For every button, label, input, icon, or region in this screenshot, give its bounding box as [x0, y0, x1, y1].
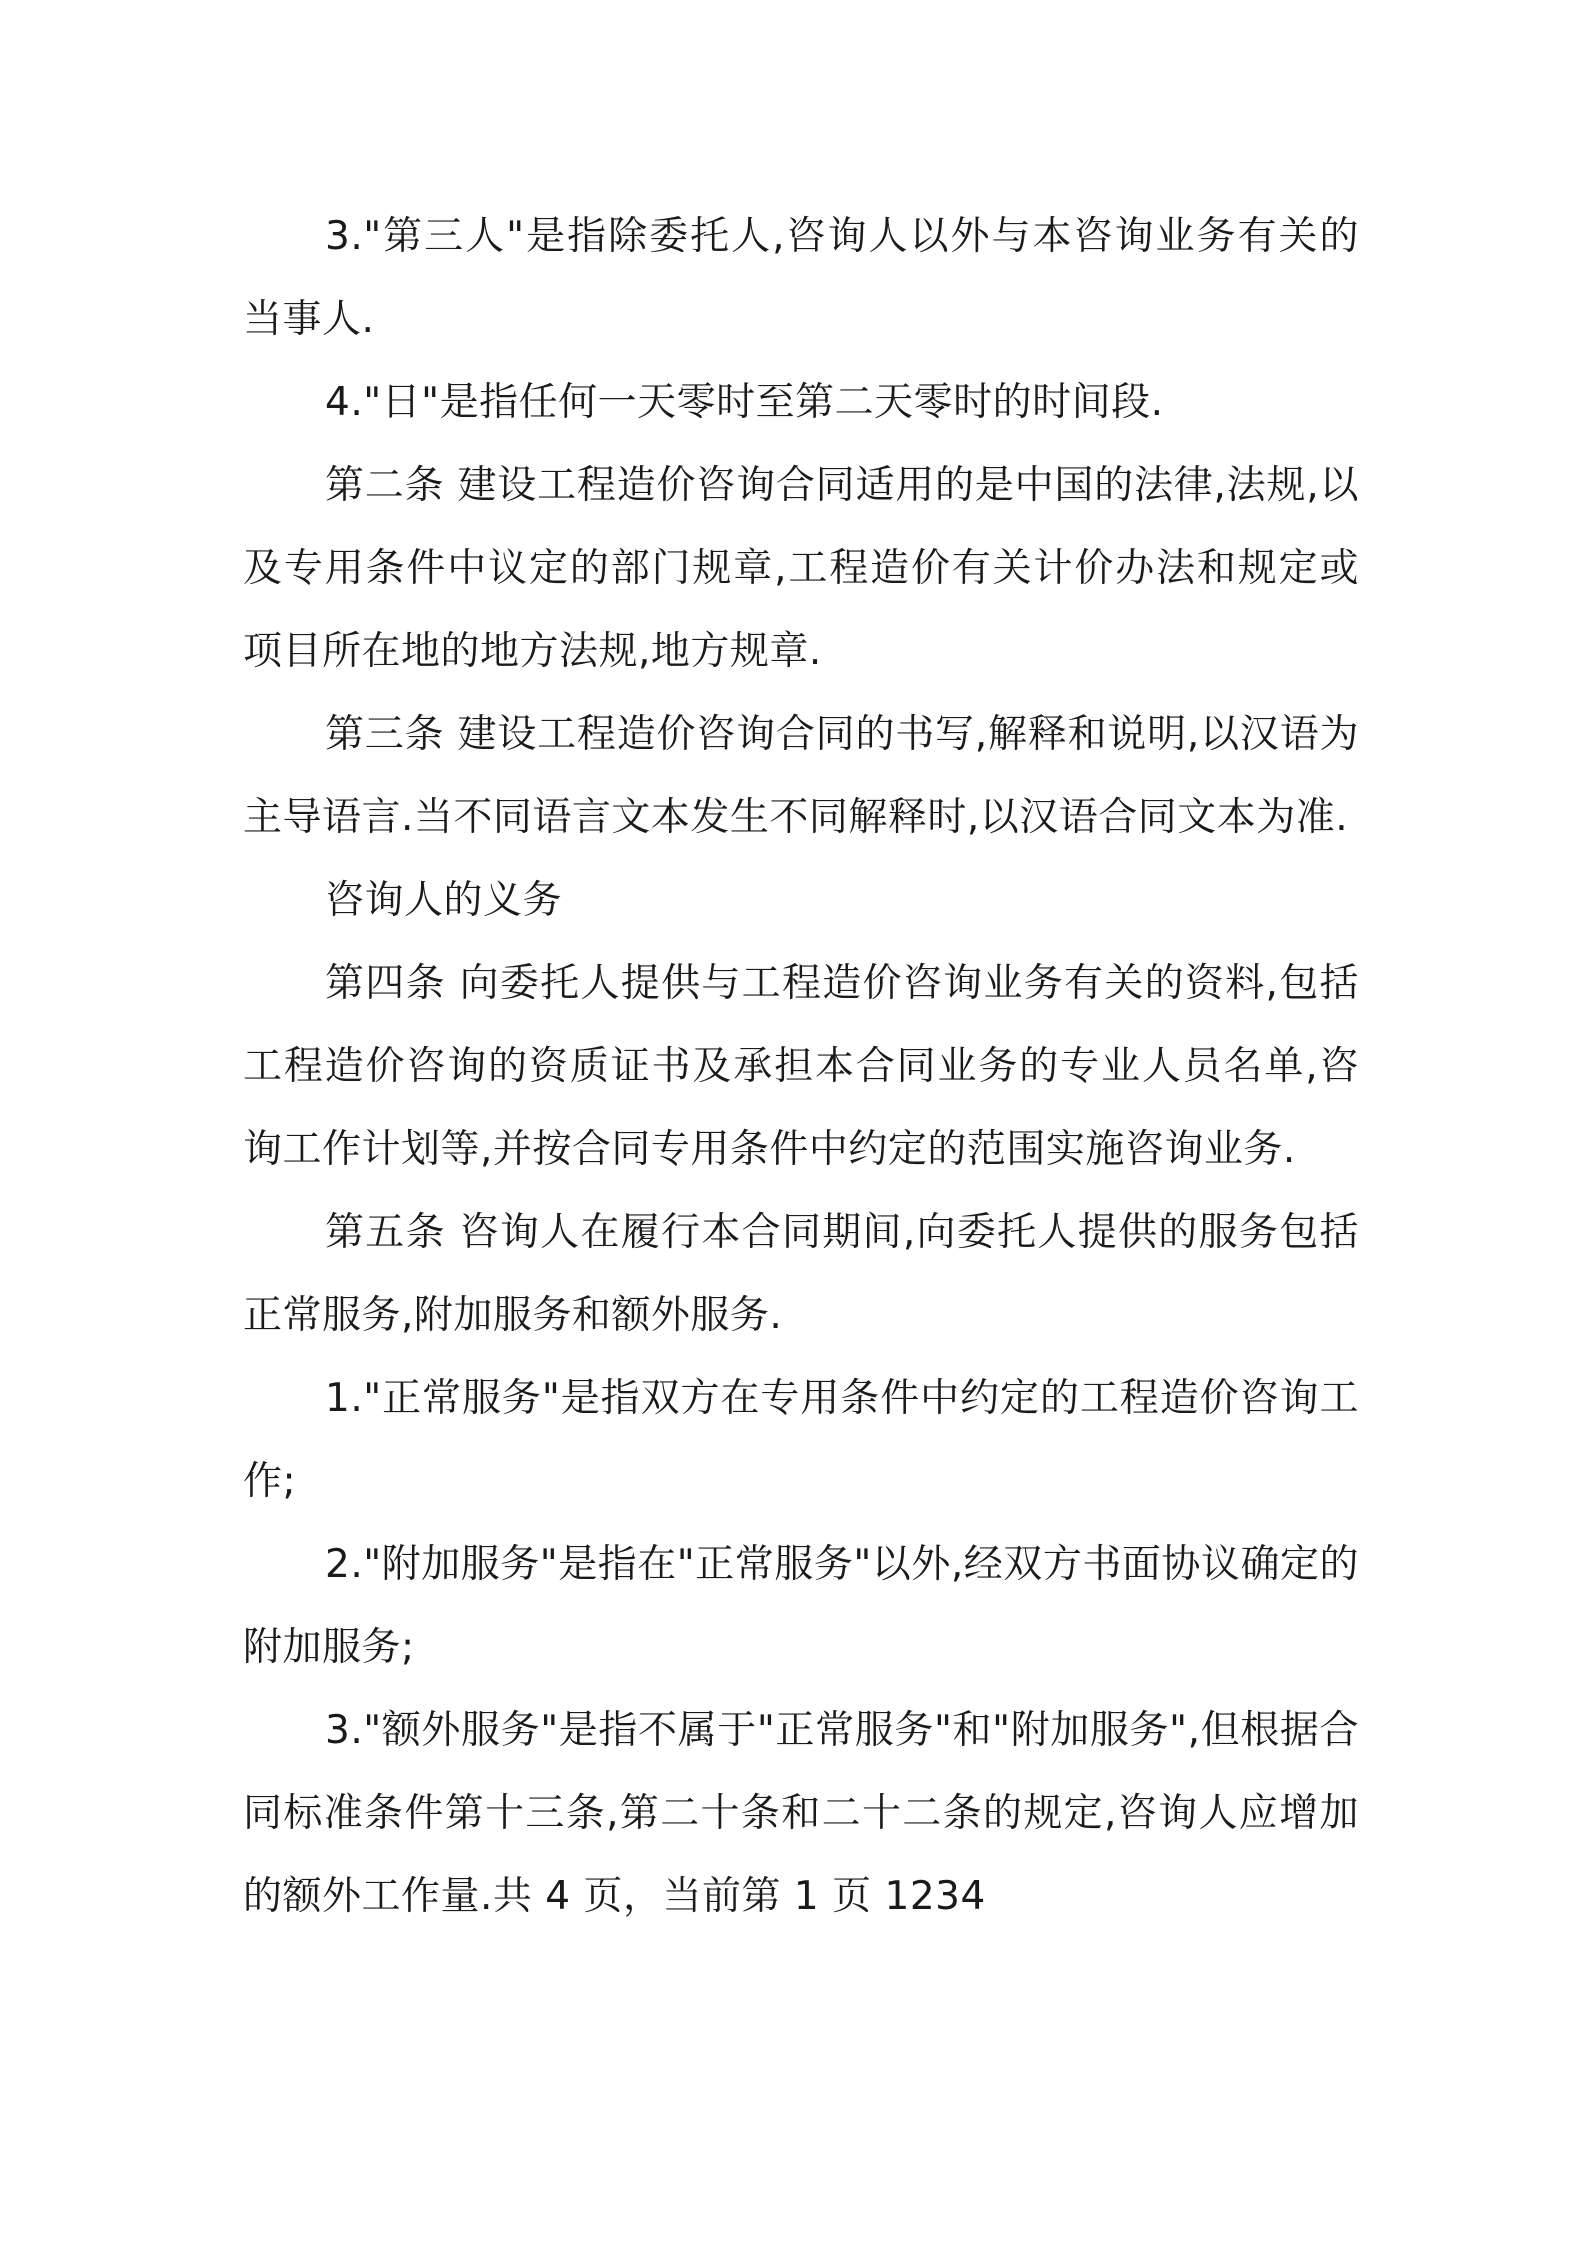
- paragraph-extra-service: 3."额外服务"是指不属于"正常服务"和"附加服务",但根据合同标准条件第十三条,第二十条和二十二条的规定,咨询人应增加的额外工作量.共 4 页，当前第 1 页 1234: [243, 1708, 1359, 1919]
- paragraph-third-party: 3."第三人"是指除委托人,咨询人以外与本咨询业务有关的当事人.: [243, 214, 1359, 342]
- section-heading-consultant-obligations: 咨询人的义务: [325, 878, 563, 923]
- paragraph-normal-service: 1."正常服务"是指双方在专用条件中约定的工程造价咨询工作;: [243, 1376, 1359, 1504]
- paragraph-article-4: 第四条 向委托人提供与工程造价咨询业务有关的资料,包括工程造价咨询的资质证书及承担本合同业务的专业人员名单,咨询工作计划等,并按合同专用条件中约定的范围实施咨询业务.: [243, 961, 1359, 1172]
- paragraph-article-3: 第三条 建设工程造价咨询合同的书写,解释和说明,以汉语为主导语言.当不同语言文本发生不同解释时,以汉语合同文本为准.: [243, 712, 1359, 840]
- paragraph-day-definition: 4."日"是指任何一天零时至第二天零时的时间段.: [325, 380, 1164, 425]
- document-body: [243, 195, 1359, 1938]
- paragraph-article-2: 第二条 建设工程造价咨询合同适用的是中国的法律,法规,以及专用条件中议定的部门规章,工程造价有关计价办法和规定或项目所在地的地方法规,地方规章.: [243, 463, 1359, 674]
- paragraph-additional-service: 2."附加服务"是指在"正常服务"以外,经双方书面协议确定的附加服务;: [243, 1542, 1359, 1670]
- paragraph-article-5: 第五条 咨询人在履行本合同期间,向委托人提供的服务包括正常服务,附加服务和额外服务.: [243, 1210, 1359, 1338]
